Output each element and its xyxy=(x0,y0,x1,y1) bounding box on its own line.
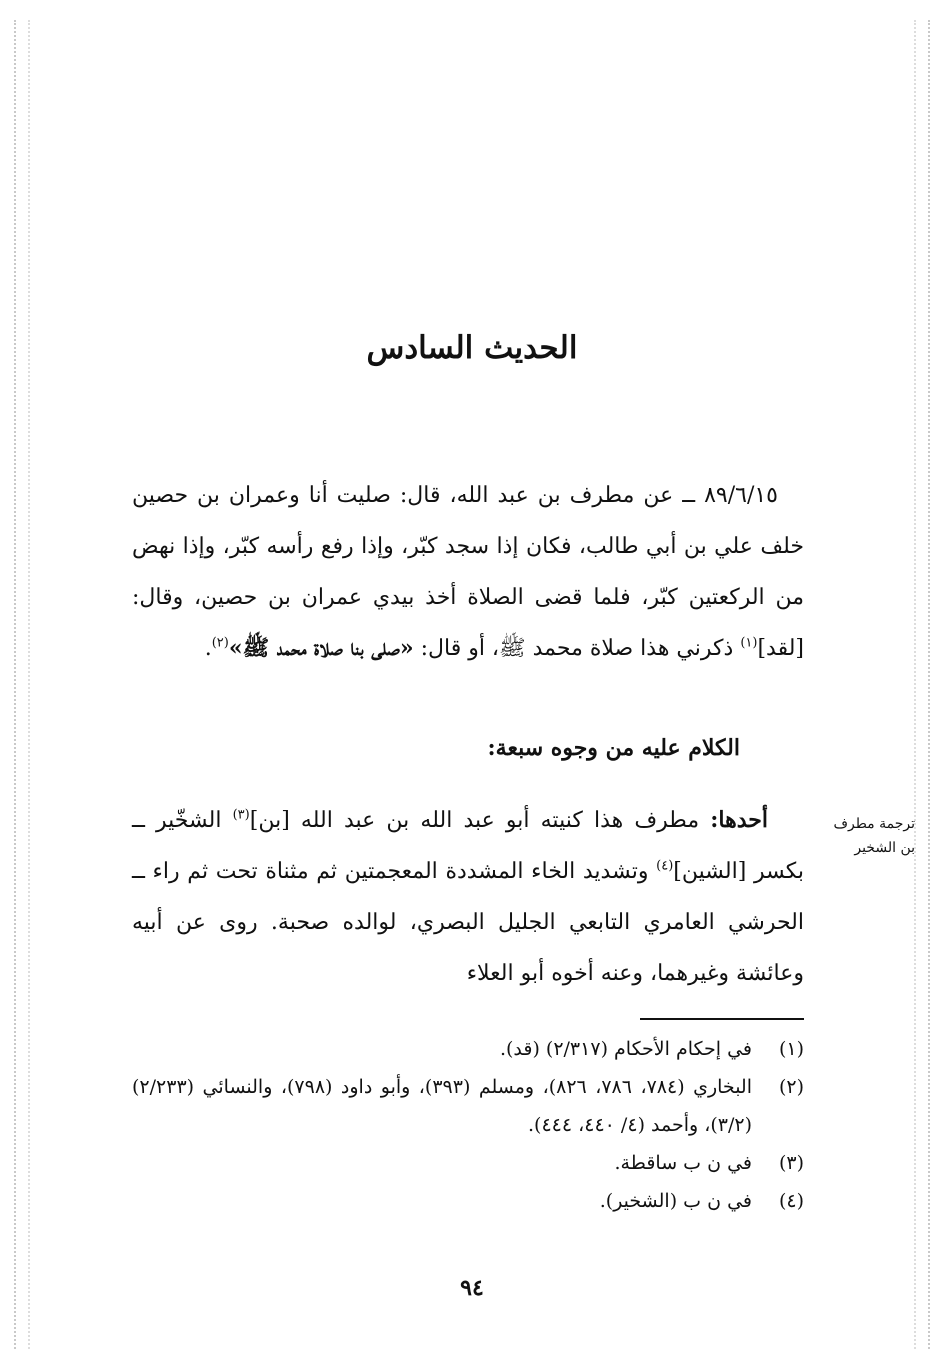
footnote-text: في ن ب (الشخير). xyxy=(599,1190,752,1212)
hadith-intro: ــ عن مطرف بن عبد الله، قال: صليت أنا وعمران بن حصين خلف علي بن أبي طالب، فكان إذا سجد كبّر، وإذا رفع رأسه كبّر، وإذا نهض من الركعتين كبّر، فلما قضى الصلاة أخذ بيدي عمران بن حصين، وقال: xyxy=(132,483,804,610)
margin-note: ترجمة مطرف بن الشخير xyxy=(833,816,915,856)
hadith-end: . xyxy=(204,636,212,661)
first-aspect-paragraph xyxy=(132,795,804,999)
footnote-number: (٢) xyxy=(778,1076,804,1098)
footnote-number: (٣) xyxy=(778,1152,804,1174)
footnote-item xyxy=(132,1030,804,1068)
scan-edge-left xyxy=(14,20,16,1349)
footnote-text: في إحكام الأحكام (٢/٣١٧) (قد). xyxy=(499,1038,752,1060)
footnote-text: البخاري (٧٨٤، ٧٨٦، ٨٢٦)، ومسلم (٣٩٣)، وأبو داود (٧٩٨)، والنسائي (٢/٢٣٣) (٣/٢)، وأحمد (٤/ ٤٤٠، ٤٤٤). xyxy=(132,1076,752,1136)
scan-edge-right-inner xyxy=(914,20,916,1349)
hadith-middle: ذكرني هذا صلاة محمد ﷺ، أو قال: xyxy=(420,636,734,661)
footnote-item xyxy=(132,1144,804,1182)
footnote-ref-4[interactable]: (٤) xyxy=(656,858,674,874)
first-aspect-bracket2: [الشين] xyxy=(673,859,747,884)
scan-edge-left-inner xyxy=(28,20,30,1349)
footnote-number: (١) xyxy=(778,1038,804,1060)
first-aspect-part2: الشخّير ــ بكسر xyxy=(132,808,805,884)
first-aspect-label: أحدها: xyxy=(710,807,768,833)
footnote-separator xyxy=(640,1018,804,1020)
footnote-number: (٤) xyxy=(778,1190,804,1212)
hadith-quote: «صلى بنا صلاة محمد ﷺ» xyxy=(228,635,414,661)
first-aspect-bracket1: [بن] xyxy=(249,808,290,833)
footnotes-list xyxy=(132,1030,804,1220)
first-aspect-part3: وتشديد الخاء المشددة المعجمتين ثم مثناة تحت ثم راء ــ الحرشي العامري التابعي الجليل البصري، لوالده صحبة. روى عن أبيه وعائشة وغيرهما، وعنه أخوه أبو العلاء xyxy=(132,859,804,986)
hadith-bracket-word: [لقد] xyxy=(757,636,804,661)
page-number: ٩٤ xyxy=(460,1275,484,1301)
scan-edge-right xyxy=(928,20,930,1349)
section-heading: الكلام عليه من وجوه سبعة: xyxy=(487,735,740,761)
chapter-title: الحديث السادس xyxy=(366,330,578,366)
footnote-item xyxy=(132,1068,804,1144)
hadith-number: ٨٩/٦/١٥ xyxy=(704,483,778,508)
footnote-ref-1[interactable]: (١) xyxy=(740,635,758,651)
footnote-text: في ن ب ساقطة. xyxy=(614,1152,752,1174)
first-aspect-part1: مطرف هذا كنيته أبو عبد الله بن عبد الله xyxy=(300,808,700,833)
footnote-item xyxy=(132,1182,804,1220)
footnote-ref-3[interactable]: (٣) xyxy=(232,807,250,823)
footnote-ref-2[interactable]: (٢) xyxy=(211,635,229,651)
hadith-paragraph xyxy=(132,470,804,674)
